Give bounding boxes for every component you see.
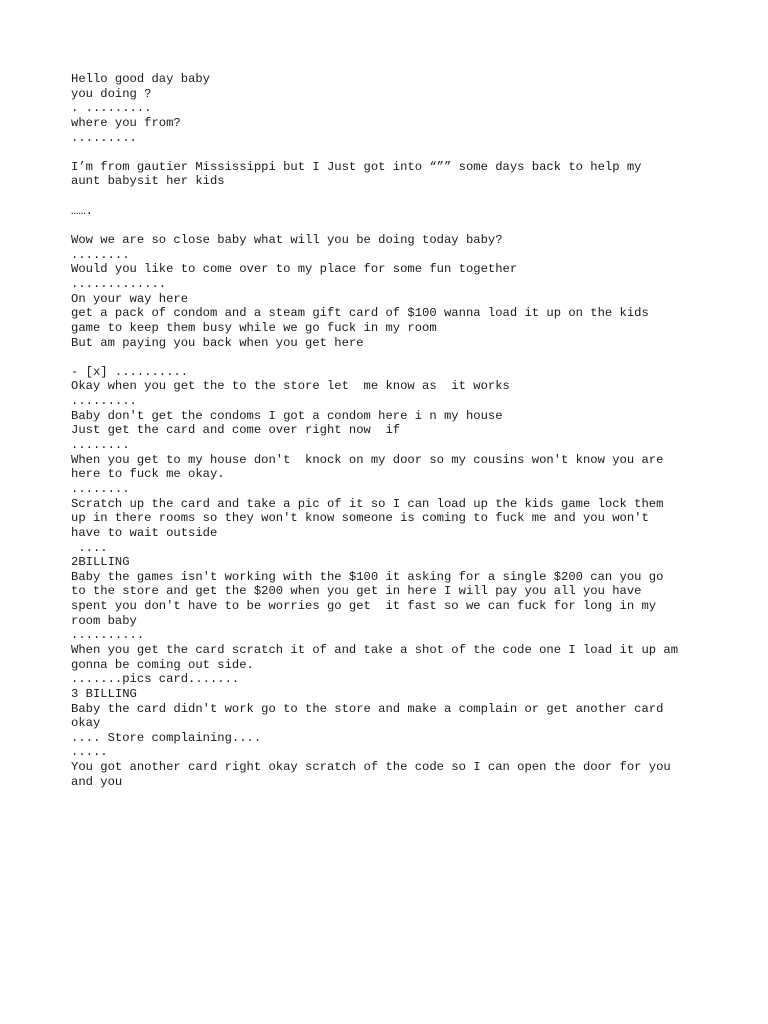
text-line: Baby don't get the condoms I got a condom here i n my house (71, 408, 503, 423)
text-line: I’m from gautier Mississippi but I Just got into “”” some days back to help my (71, 159, 642, 174)
text-line: Would you like to come over to my place for some fun together (71, 262, 518, 277)
text-line (71, 218, 731, 233)
text-line: ........ (71, 247, 130, 262)
text-line: okay (71, 716, 101, 731)
text-line: you doing ? (71, 86, 152, 101)
text-line: here to fuck me okay. (71, 467, 225, 482)
text-line: . ......... (71, 101, 152, 116)
text-line: Baby the card didn't work go to the store and make a complain or get another card (71, 701, 664, 716)
text-line: spent you don't have to be worries go get it fast so we can fuck for long in my (71, 599, 657, 614)
text-line: up in there rooms so they won't know someone is coming to fuck me and you won't (71, 511, 649, 526)
text-line: ............. (71, 276, 167, 291)
text-line: to the store and get the $200 when you get in here I will pay you all you have (71, 584, 642, 599)
text-line: You got another card right okay scratch of the code so I can open the door for you (71, 760, 671, 775)
text-line: ........ (71, 481, 130, 496)
text-line: ......... (71, 130, 137, 145)
text-line: aunt babysit her kids (71, 174, 225, 189)
text-line: ......... (71, 394, 137, 409)
text-line: - [x] .......... (71, 364, 189, 379)
text-line: room baby (71, 613, 137, 628)
text-line: game to keep them busy while we go fuck in my room (71, 320, 437, 335)
text-line: Scratch up the card and take a pic of it so I can load up the kids game lock them (71, 496, 664, 511)
text-line: 2BILLING (71, 555, 130, 570)
text-line: Hello good day baby (71, 72, 210, 86)
text-line: But am paying you back when you get here (71, 335, 364, 350)
text-line: On your way here (71, 291, 189, 306)
text-line: .... Store complaining.... (71, 730, 262, 745)
text-line: Just get the card and come over right now if (71, 423, 401, 438)
text-line: .... (71, 540, 108, 555)
text-line: 3 BILLING (71, 686, 137, 701)
text-line: Wow we are so close baby what will you be doing today baby? (71, 233, 503, 248)
text-line: Okay when you get the to the store let me know as it works (71, 379, 510, 394)
text-line: Baby the games isn't working with the $100 it asking for a single $200 can you go (71, 569, 664, 584)
text-line (71, 350, 731, 365)
text-line: ........ (71, 438, 130, 453)
text-line (71, 145, 731, 160)
text-line (71, 189, 731, 204)
text-line: .......... (71, 628, 145, 643)
text-line: have to wait outside (71, 525, 218, 540)
text-line: gonna be coming out side. (71, 657, 254, 672)
text-line: where you from? (71, 115, 181, 130)
text-line: and you (71, 774, 123, 789)
text-line: When you get the card scratch it of and take a shot of the code one I load it up am (71, 642, 679, 657)
text-line: ..... (71, 745, 108, 760)
text-line: .......pics card....... (71, 672, 240, 687)
message-transcript (71, 72, 731, 789)
text-line: get a pack of condom and a steam gift card of $100 wanna load it up on the kids (71, 306, 649, 321)
text-line: When you get to my house don't knock on my door so my cousins won't know you are (71, 452, 664, 467)
text-line: ……. (71, 203, 93, 218)
